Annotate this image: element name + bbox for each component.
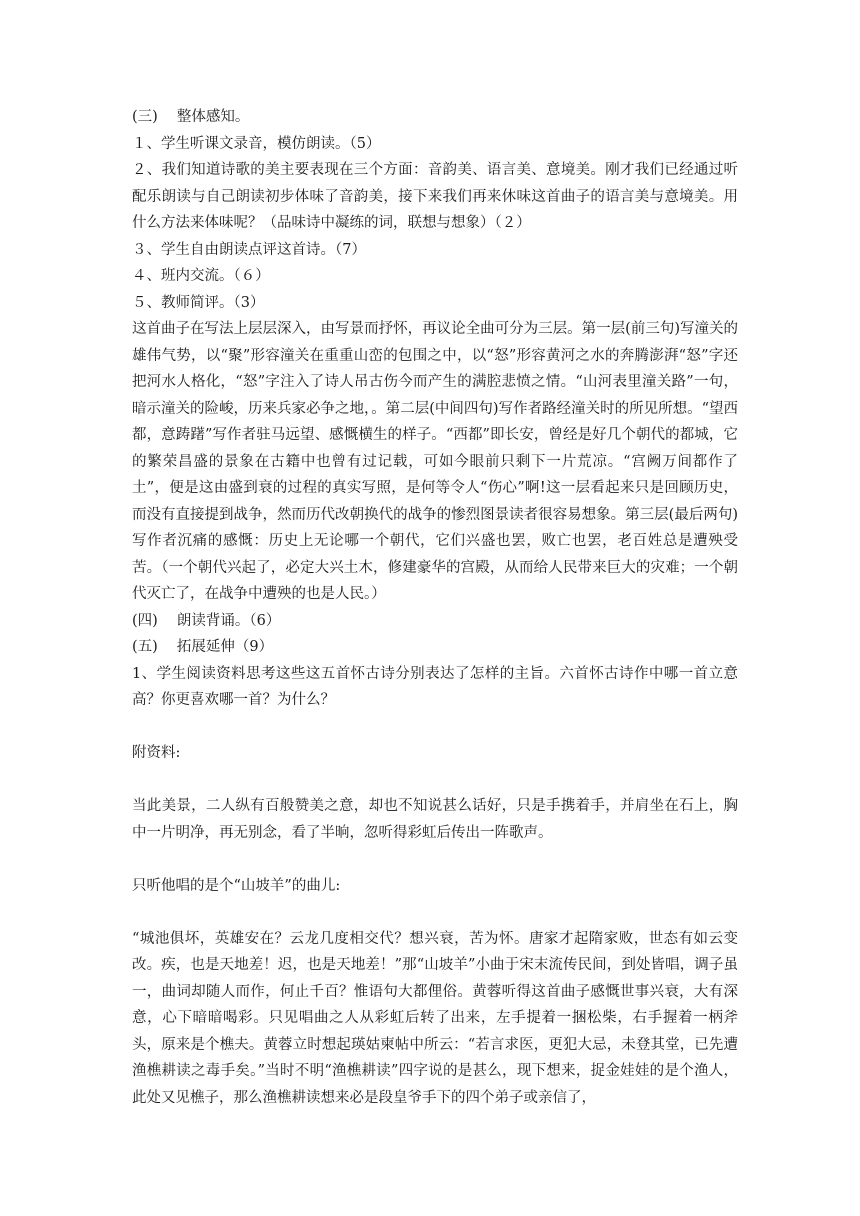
analysis-paragraph: 这首曲子在写法上层层深入，由写景而抒怀，再议论全曲可分为三层。第一层(前三句)写潼关的雄伟气势，以“聚”形容潼关在重重山峦的包围之中，以“怒”形容黄河之水的奔腾澎湃“怒”字还把河水人格化，“怒”字注入了诗人吊古伤今而产生的满腔悲愤之情。“山河表里潼关路”一句，暗示潼关的险峻，历来兵家必争之地，。第二层(中间四句)写作者路经潼关时的所见所想。“望西都，意踌躇”写作者驻马远望、感慨横生的样子。“西都”即长安，曾经是好几个朝代的都城，它的繁荣昌盛的景象在古籍中也曾有过记载，可如今眼前只剩下一片荒凉。“宫阙万间都作了土”，便是这由盛到衰的过程的真实写照，是何等令人“伤心”啊!这一层看起来只是回顾历史，而没有直接提到战争，然而历代改朝换代的战争的惨烈图景读者很容易想象。第三层(最后两句)写作者沉痛的感慨：历史上无论哪一个朝代，它们兴盛也罢，败亡也罢，老百姓总是遭殃受苦。（一个朝代兴起了，必定大兴土木，修建豪华的宫殿，从而给人民带来巨大的灾难；一个朝代灭亡了，在战争中遭殃的也是人民。）: [132, 321, 738, 602]
step-2: ２、我们知道诗歌的美主要表现在三个方面：音韵美、语言美、意境美。刚才我们已经通过听配乐朗读与自己朗读初步体味了音韵美，接下来我们再来休味这首曲子的语言美与意境美。用什么方法来体味呢？（品味诗中凝练的词，联想与想象）（２）: [132, 162, 738, 231]
step-4: ４、班内交流。（６）: [132, 268, 270, 284]
spacer: [132, 714, 738, 741]
extension-task: 1、学生阅读资料思考这些这五首怀古诗分别表达了怎样的主旨。六首怀古诗作中哪一首立意高？你更喜欢哪一首？为什么？: [132, 665, 738, 708]
step-3: ３、学生自由朗读点评这首诗。（7）: [132, 241, 366, 258]
section-heading-recite: (四) 朗读背诵。（6）: [132, 612, 281, 629]
spacer: [132, 767, 738, 794]
appendix-paragraph-2: 只听他唱的是个“山坡羊”的曲儿:: [132, 877, 341, 894]
spacer: [132, 899, 738, 926]
section-heading-overall-perception: (三) 整体感知。: [132, 109, 250, 125]
appendix-paragraph-1: 当此美景，二人纵有百般赞美之意，却也不知说甚么话好，只是手携着手，并肩坐在石上，胸中一片明净，再无别念，看了半晌，忽听得彩虹后传出一阵歌声。: [132, 798, 738, 841]
step-1: １、学生听课文录音，模仿朗读。（5）: [132, 135, 381, 152]
appendix-paragraph-3: “城池俱坏，英雄安在？云龙几度相交代？想兴衰，苦为怀。唐家才起隋家败，世态有如云变改。疾，也是天地差！迟，也是天地差！”那“山坡羊”小曲于宋末流传民间，到处皆唱，调子虽一，曲词却随人而作，何止千百？惟语句大都俚俗。黄蓉听得这首曲子感慨世事兴衰，大有深意，心下暗暗喝彩。只见唱曲之人从彩虹后转了出来，左手提着一捆松柴，右手握着一柄斧头，原来是个樵夫。黄蓉立时想起瑛姑柬帖中所云：“若言求医，更犯大忌，未登其堂，已先遭渔樵耕读之毒手矣。”当时不明“渔樵耕读”四字说的是甚么，现下想来，捉金娃娃的是个渔人，此处又见樵子，那么渔樵耕读想来必是段皇爷手下的四个弟子或亲信了，: [132, 930, 738, 1106]
document-body: [132, 104, 738, 1111]
step-5: ５、教师简评。（3）: [132, 294, 265, 311]
section-heading-extension: (五) 拓展延伸（9）: [132, 639, 274, 655]
spacer: [132, 846, 738, 873]
appendix-label: 附资料:: [132, 745, 181, 761]
